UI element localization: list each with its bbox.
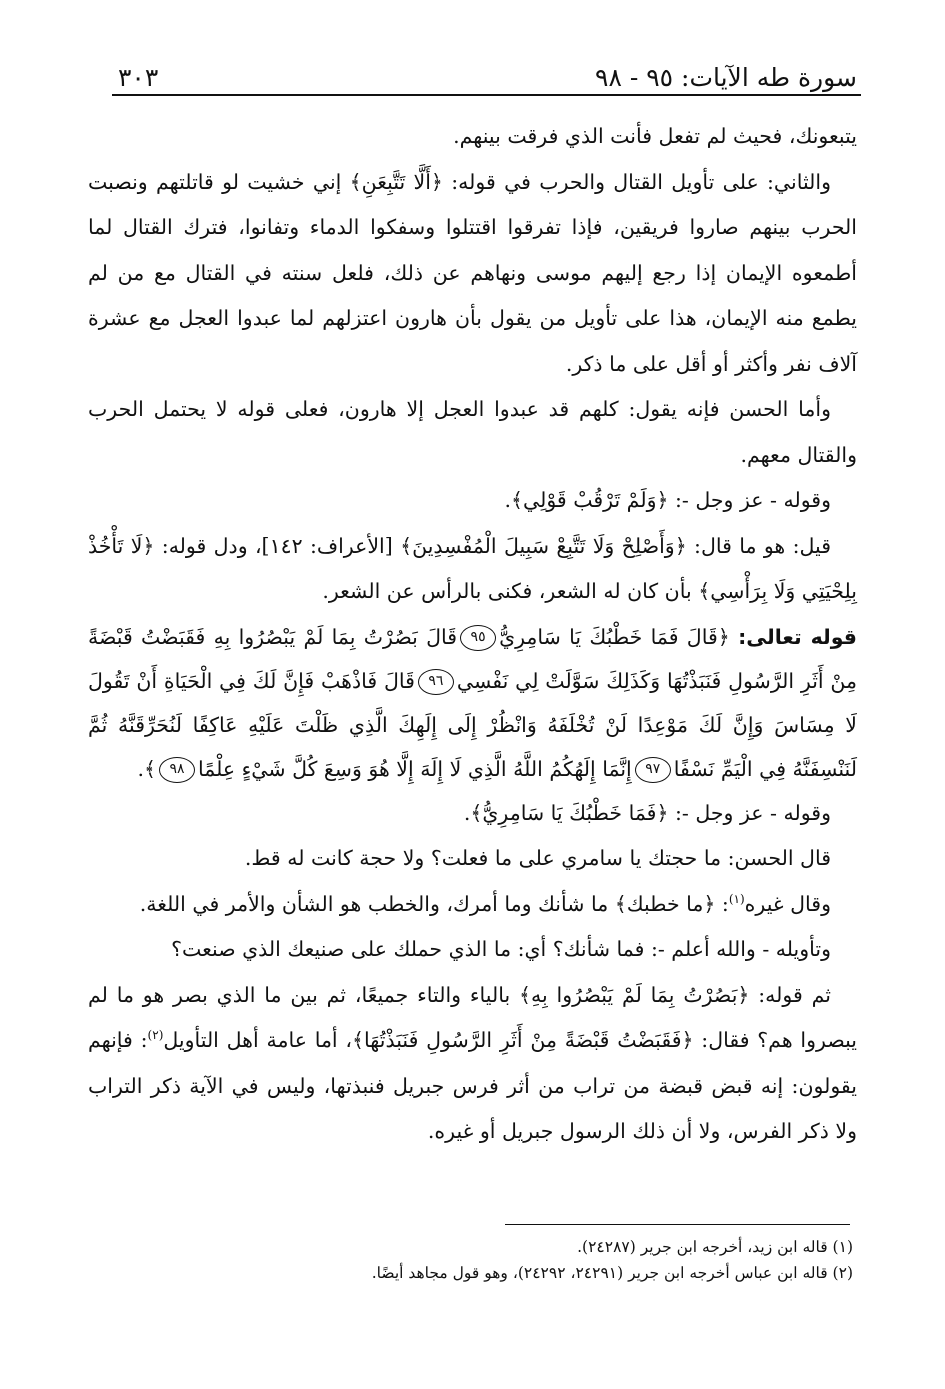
paragraph: يتبعونك، فحيث لم تفعل فأنت الذي فرقت بينهم.	[453, 124, 857, 148]
paragraph: قال الحسن: ما حجتك يا سامري على ما فعلت؟ ولا حجة كانت له قط.	[244, 846, 831, 870]
paragraph	[88, 882, 857, 928]
ayah-number-marker: ٩٧	[635, 757, 671, 783]
verse-block	[88, 615, 857, 791]
footnotes	[300, 1234, 853, 1286]
verse-lead: قوله تعالى:	[738, 624, 857, 649]
paragraph-text: ثم قوله: ﴿بَصُرْتُ بِمَا لَمْ يَبْصُرُوا بِهِ﴾ بالياء والتاء جميعًا، ثم بين ما الذي بصر هو ما لم يبصروا هم؟ فقال: ﴿فَقَبَضْتُ قَبْضَةً مِنْ أَثَرِ الرَّسُولِ فَنَبَذْتُهَا﴾، أما عامة أهل التأويل	[88, 982, 857, 1052]
footnote: (٢) قاله ابن عباس أخرجه ابن جرير (٢٤٢٩١، ٢٤٢٩٢)، وهو قول مجاهد أيضًا.	[371, 1264, 853, 1282]
paragraph: وتأويله - والله أعلم -: فما شأنك؟ أي: ما الذي حملك على صنيعك الذي صنعت؟	[171, 937, 831, 961]
header-rule	[112, 94, 861, 96]
footnote-ref: (٢)	[147, 1028, 164, 1043]
footnote-rule	[505, 1224, 850, 1225]
verse-text: قَالَ فَاذْهَبْ فَإِنَّ لَكَ فِي الْحَيَاةِ أَنْ تَقُولَ لَا مِسَاسَ وَإِنَّ لَكَ مَوْعِدًا لَنْ تُخْلَفَهُ وَانْظُرْ إِلَى إِلَهِكَ الَّذِي ظَلْتَ عَلَيْهِ عَاكِفًا لَنُحَرِّقَنَّهُ ثُمَّ لَنَنْسِفَنَّهُ فِي الْيَمِّ نَسْفًا	[88, 668, 857, 781]
paragraph: والثاني: على تأويل القتال والحرب في قوله: ﴿أَلَّا تَتَّبِعَنِ﴾ إني خشيت لو قاتلتهم ونصبت الحرب بينهم صاروا فريقين، فإذا تفرقوا اقتتلوا وسفكوا الدماء وتفانوا، فترك القتال لما أطمعوه الإيمان إذا رجع إليهم موسى ونهاهم عن ذلك، فلعل سنته في القتال مع من لم يطمع منه الإيمان، هذا على تأويل من يقول بأن هارون اعتزلهم لما عبدوا العجل مع عشرة آلاف نفر وأكثر أو أقل على ما ذكر.	[88, 169, 857, 376]
paragraph: وأما الحسن فإنه يقول: كلهم قد عبدوا العجل إلا هارون، فعلى قوله لا يحتمل الحرب والقتال معهم.	[88, 397, 857, 467]
footnote: (١) قاله ابن زيد، أخرجه ابن جرير (٢٤٢٨٧).	[577, 1238, 853, 1256]
paragraph-text: : فإنهم يقولون: إنه قبض قبضة من تراب من أثر فرس جبريل فنبذتها، وليس في الآية ذكر التراب ولا ذكر الفرس، ولا أن ذلك الرسول جبريل أو غيره.	[88, 1028, 857, 1143]
main-text	[88, 114, 857, 1155]
ayah-number-marker: ٩٦	[418, 669, 454, 695]
page-number: ٣٠٣	[118, 63, 159, 92]
verse-text: ﴾.	[137, 756, 157, 781]
footnote-ref: (١)	[728, 891, 745, 906]
paragraph-text: : ﴿ما خطبك﴾ ما شأنك وما أمرك، والخطب هو الشأن والأمر في اللغة.	[139, 891, 729, 916]
paragraph-text: وقال غيره	[744, 891, 831, 916]
paragraph: وقوله - عز وجل -: ﴿فَمَا خَطْبُكَ يَا سَامِرِيُّ﴾.	[463, 800, 831, 825]
running-header	[118, 52, 857, 92]
header-title: سورة طه الآيات: ٩٥ - ٩٨	[595, 63, 857, 92]
paragraph	[88, 973, 857, 1155]
paragraph: وقوله - عز وجل -: ﴿وَلَمْ تَرْقُبْ قَوْلِي﴾.	[504, 488, 831, 512]
verse-text: ﴿قَالَ فَمَا خَطْبُكَ يَا سَامِرِيُّ	[499, 624, 730, 649]
ayah-number-marker: ٩٥	[460, 625, 496, 651]
paragraph: قيل: هو ما قال: ﴿وَأَصْلِحْ وَلَا تَتَّبِعْ سَبِيلَ الْمُفْسِدِينَ﴾ [الأعراف: ١٤٢]، ودل قوله: ﴿لَا تَأْخُذْ بِلِحْيَتِي وَلَا بِرَأْسِي﴾ بأن كان له الشعر، فكنى بالرأس عن الشعر.	[88, 533, 857, 603]
verse-text: إِنَّمَا إِلَهُكُمُ اللَّهُ الَّذِي لَا إِلَهَ إِلَّا هُوَ وَسِعَ كُلَّ شَيْءٍ عِلْمًا	[198, 756, 632, 781]
verse-text: قَالَ بَصُرْتُ بِمَا لَمْ يَبْصُرُوا بِهِ فَقَبَضْتُ قَبْضَةً مِنْ أَثَرِ الرَّسُولِ فَنَبَذْتُهَا وَكَذَلِكَ سَوَّلَتْ لِي نَفْسِي	[88, 624, 857, 693]
ayah-number-marker: ٩٨	[159, 757, 195, 783]
